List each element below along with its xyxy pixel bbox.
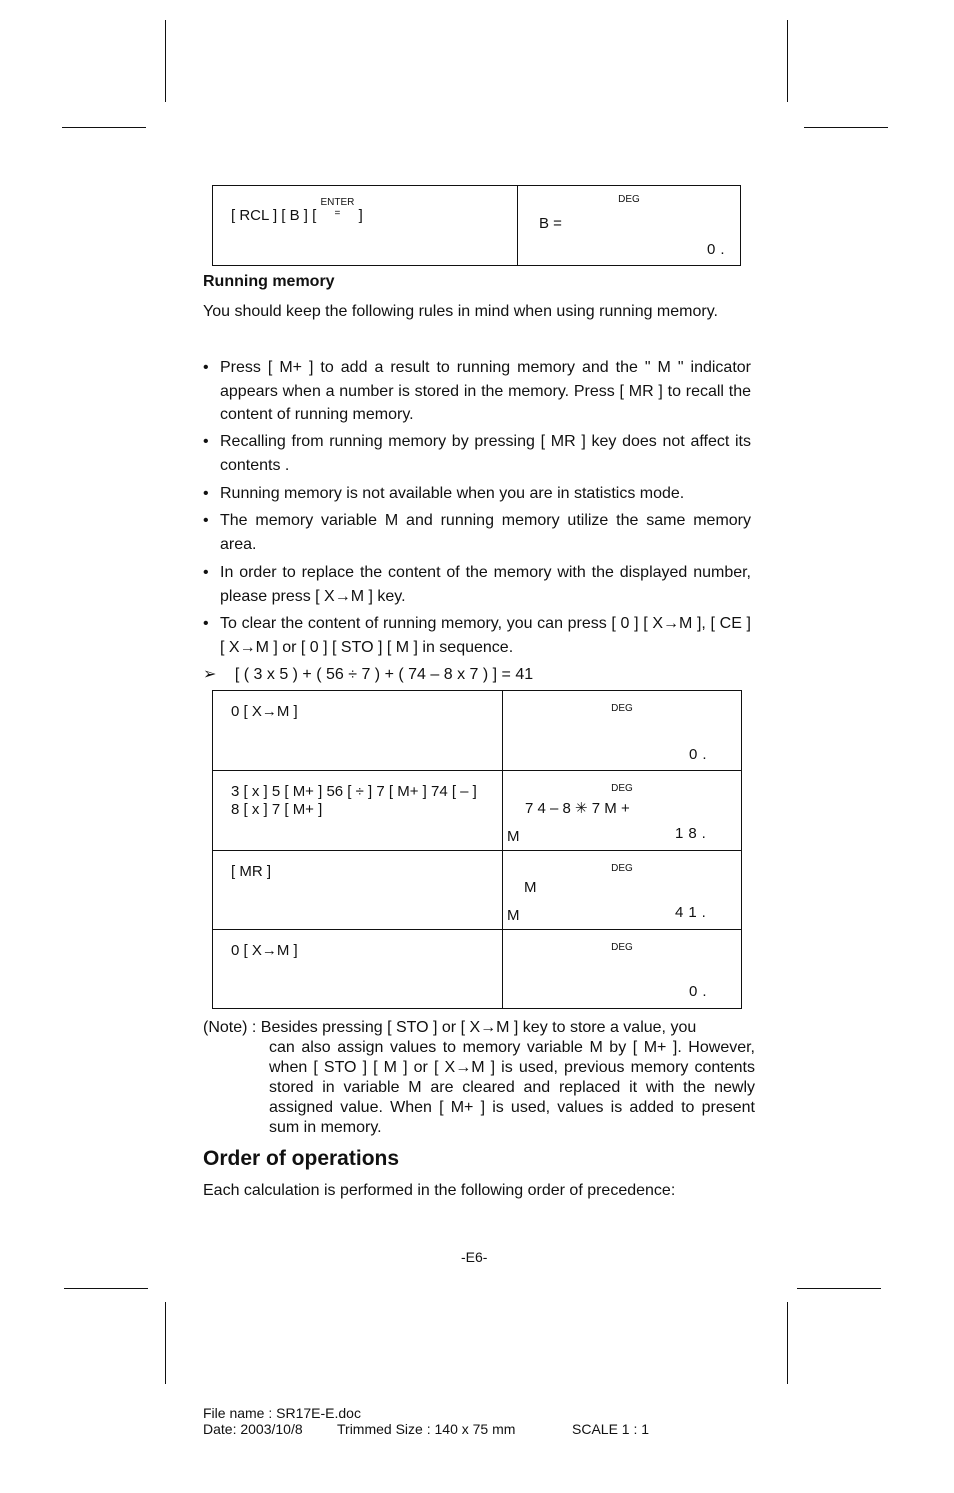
display-value: 41. — [675, 904, 711, 921]
example-calc-table — [212, 690, 742, 1009]
top-calc-table — [212, 185, 741, 266]
display-value: 0. — [689, 983, 712, 1000]
deg-indicator: DEG — [611, 863, 633, 874]
intro-paragraph: You should keep the following rules in mind when using running memory. — [203, 303, 718, 320]
crop-mark — [165, 20, 166, 102]
crop-mark — [787, 20, 788, 102]
list-item-text: To clear the content of running memory, you can press [ 0 ] [ X→M ], [ CE ] [ X→M ] or [ 0 ] [ STO ] [ M ] in sequence. — [220, 615, 751, 656]
key-sequence-cell — [213, 771, 503, 851]
deg-indicator: DEG — [611, 942, 633, 953]
list-item — [203, 561, 751, 608]
display-value: 0. — [707, 241, 730, 258]
page-number: -E6- — [461, 1249, 488, 1265]
crop-mark — [787, 1302, 788, 1384]
display-cell — [503, 930, 742, 1009]
memory-indicator: M — [507, 907, 520, 924]
key-sequence-cell — [213, 186, 518, 266]
display-line: B = — [539, 215, 562, 232]
key-sequence: [ RCL ] [ B ] [ — [231, 207, 317, 224]
list-item-text: Recalling from running memory by pressing [ MR ] key does not affect its contents . — [220, 433, 751, 474]
key-sequence-cell — [213, 930, 503, 1009]
note-text: can also assign values to memory variable M by [ M+ ]. However, when [ STO ] [ M ] or [ X→M ] is used, previous memory contents stored in variable M are cleared and replaced it with the newly assigned value. When [ M+ ] is used, values is added to present sum in memory. — [269, 1039, 755, 1136]
bullet-dot: • — [203, 564, 209, 581]
key-sequence-cell — [213, 851, 503, 930]
enter-key-underline: = — [334, 208, 341, 219]
list-item-text: The memory variable M and running memory utilize the same memory area. — [220, 512, 751, 553]
display-line: 7 4 – 8 ✳ 7 M + — [525, 800, 630, 817]
section-heading: Running memory — [203, 273, 335, 290]
bullet-dot: • — [203, 512, 209, 529]
footer-scale: SCALE 1 : 1 — [572, 1421, 650, 1437]
enter-label: ENTER — [320, 197, 355, 208]
bullet-dot: • — [203, 433, 209, 450]
bullet-dot: • — [203, 359, 209, 376]
crop-mark — [64, 1288, 148, 1289]
list-item — [203, 356, 751, 427]
list-item-text: Running memory is not available when you are in statistics mode. — [220, 485, 685, 502]
note-first-line: (Note) : Besides pressing [ STO ] or [ X→M ] key to store a value, you — [203, 1019, 697, 1036]
memory-indicator: M — [507, 828, 520, 845]
crop-mark — [62, 127, 146, 128]
bullet-dot: • — [203, 485, 209, 502]
list-item-text: Press [ M+ ] to add a result to running memory and the " M " indicator appears when a number is stored in the memory. Press [ MR ] to recall the content of running memory. — [220, 359, 751, 423]
key-sequence: [ MR ] — [231, 863, 271, 880]
example-line — [203, 664, 533, 684]
note-block — [203, 1018, 755, 1138]
deg-indicator: DEG — [618, 194, 640, 205]
section-paragraph: Each calculation is performed in the following order of precedence: — [203, 1182, 676, 1199]
list-item — [203, 430, 751, 477]
crop-mark — [165, 1302, 166, 1384]
display-cell — [503, 691, 742, 771]
list-item-text: In order to replace the content of the memory with the displayed number, please press [ X→M ] key. — [220, 564, 751, 605]
footer-date: Date: 2003/10/8 — [203, 1421, 303, 1437]
crop-mark — [804, 127, 888, 128]
list-item — [203, 612, 751, 659]
display-line: M — [524, 879, 537, 896]
arrow-icon: ➢ — [203, 666, 217, 683]
section-heading: Order of operations — [203, 1147, 400, 1170]
deg-indicator: DEG — [611, 783, 633, 794]
display-value: 0. — [689, 746, 712, 763]
display-cell — [503, 851, 742, 930]
display-cell — [503, 771, 742, 851]
key-sequence: 0 [ X→M ] — [231, 703, 298, 720]
footer-trimmed-size: Trimmed Size : 140 x 75 mm — [337, 1421, 516, 1437]
list-item — [203, 482, 751, 506]
footer-file-name: File name : SR17E-E.doc — [203, 1405, 361, 1421]
example-formula: [ ( 3 x 5 ) + ( 56 ÷ 7 ) + ( 74 – 8 x 7 ) ] = 41 — [234, 666, 534, 683]
key-sequence: 3 [ x ] 5 [ M+ ] 56 [ ÷ ] 7 [ M+ ] 74 [ – ] 8 [ x ] 7 [ M+ ] — [231, 783, 477, 818]
display-value: 18. — [675, 825, 711, 842]
key-sequence-end: ] — [358, 207, 363, 224]
deg-indicator: DEG — [611, 703, 633, 714]
crop-mark — [797, 1288, 881, 1289]
bullet-dot: • — [203, 615, 209, 632]
list-item — [203, 509, 751, 556]
key-sequence-cell — [213, 691, 503, 771]
display-cell — [518, 186, 741, 266]
enter-key-label — [320, 194, 355, 219]
key-sequence: 0 [ X→M ] — [231, 942, 298, 959]
